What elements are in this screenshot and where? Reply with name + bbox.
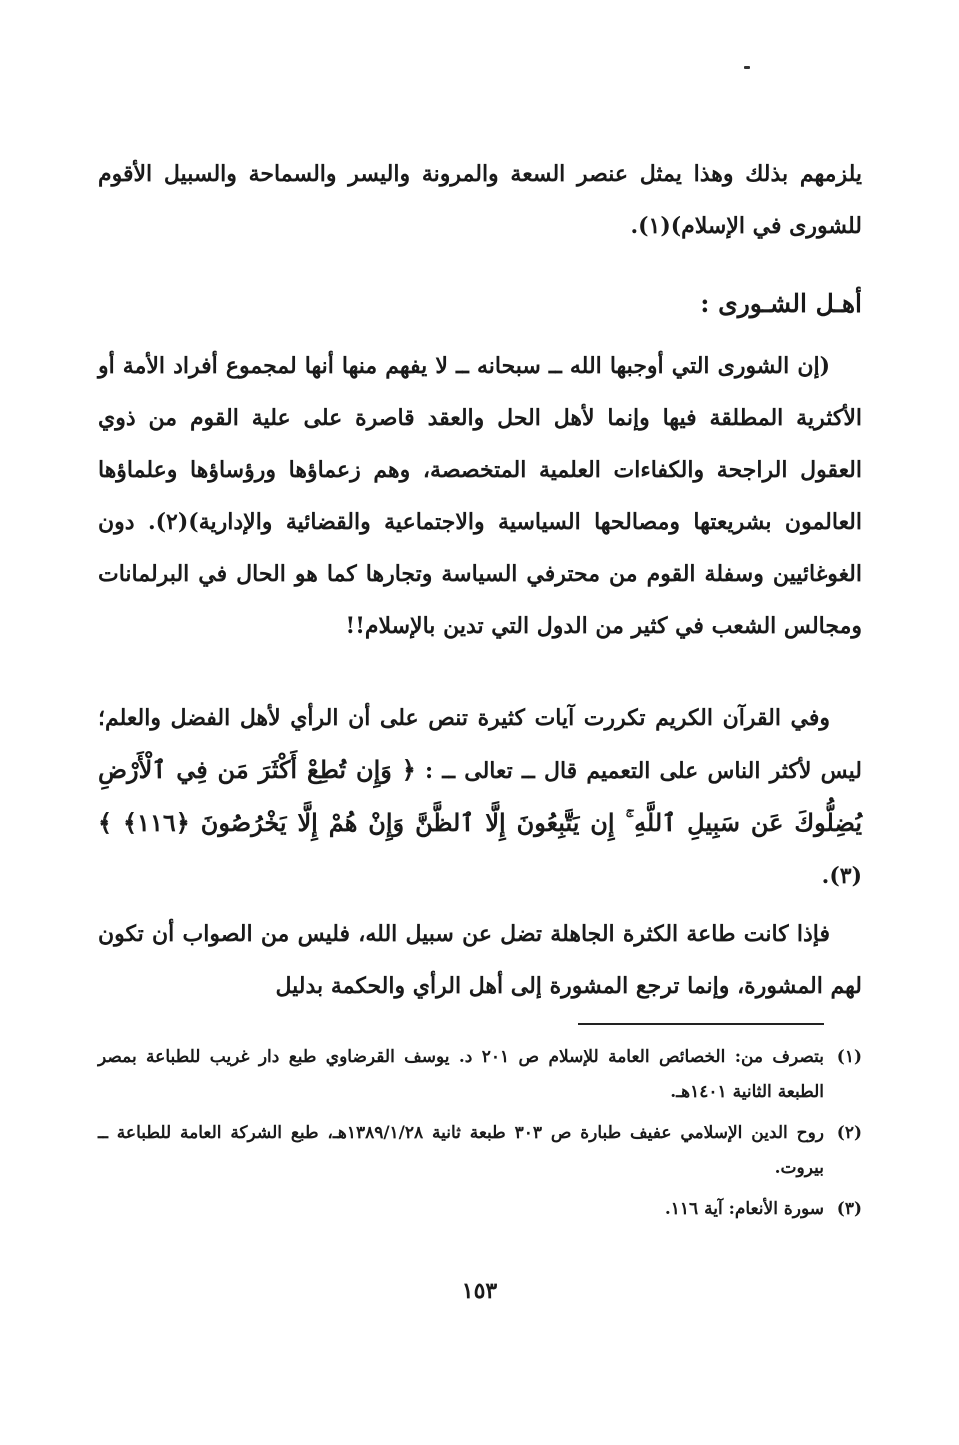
paragraph-1-block [98,340,862,652]
footnote-item [98,1040,862,1110]
page-number: ١٥٣ [461,1278,498,1304]
footnote-item [98,1192,862,1227]
quran-verse: ﴿ وَإِن تُطِعْ أَكْثَرَ مَن فِي ٱلْأَرْضِ يُضِلُّوكَ عَن سَبِيلِ ٱللَّهِ ۚ إِن يَتَّبِعُونَ إِلَّا ٱلظَّنَّ وَإِنْ هُمْ إِلَّا يَخْرُصُونَ ﴿١١٦﴾ ﴾ [98,755,862,837]
section-heading: أهـل الشـورى : [700,289,862,318]
intro-paragraph-block [98,148,862,252]
paragraph-3: فإذا كانت طاعة الكثرة الجاهلة تضل عن سبيل الله، فليس من الصواب أن تكون لهم المشورة، وإنما ترجع المشورة إلى أهل الرأي والحكمة بدليل [98,921,862,999]
intro-paragraph: يلزمهم بذلك وهذا يمثل عنصر السعة والمرونة واليسر والسماحة والسبيل الأقوم للشورى في الإسلام)(١). [98,161,862,239]
paragraph-1: (إن الشورى التي أوجبها الله ــ سبحانه ــ لا يفهم منها أنها لمجموع أفراد الأمة أو الأكثرية المطلقة فيها وإنما لأهل الحل والعقد قاصرة على علية القوم من ذوي العقول الراجحة والكفاءات العلمية المتخصصة، وهم زعماؤها ورؤساؤها وعلماؤها العالمون بشريعتها ومصالحها السياسية والاجتماعية والقضائية والإدارية)(٢). دون الغوغائيين وسفلة القوم من محترفي السياسة وتجارها كما هو الحال في البرلمانات ومجالس الشعب في كثير من الدول التي تدين بالإسلام!! [98,353,862,639]
footnotes [98,1040,862,1233]
footnote-text: روح الدين الإسلامي عفيف طبارة ص ٣٠٣ طبعة ثانية ١٣٨٩/١/٢٨هـ، طبع الشركة العامة للطباعة ــ بيروت. [98,1123,824,1178]
footnote-text: بتصرف من: الخصائص العامة للإسلام ص ٢٠١ د. يوسف القرضاوي طبع دار غريب للطباعة بمصر الطبعة الثانية ١٤٠١هـ. [98,1047,824,1102]
paragraph-2-intro: وفي القرآن الكريم تكررت آيات كثيرة تنص على أن الرأي لأهل الفضل والعلم؛ ليس لأكثر الناس على التعميم قال ــ تعالى ــ : [98,705,862,784]
footnote-item [98,1116,862,1186]
footnote-text: سورة الأنعام: آية ١١٦. [664,1199,824,1219]
paragraph-2-block [98,692,862,902]
footnote-number: (١) [836,1047,862,1067]
footnote-number: (٣) [836,1199,862,1219]
paragraph-3-block [98,908,862,1012]
footnote-divider [578,1023,824,1025]
footnote-number: (٢) [836,1123,862,1143]
paragraph-2 [98,692,862,902]
footnote-ref-3: (٣). [821,863,862,889]
ink-mark [744,66,750,69]
